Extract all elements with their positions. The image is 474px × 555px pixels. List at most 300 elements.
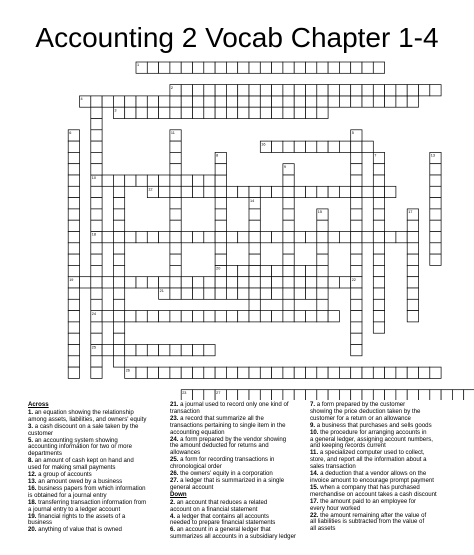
grid-cell[interactable] — [385, 390, 396, 400]
grid-cell[interactable] — [373, 322, 384, 333]
grid-cell[interactable] — [351, 322, 362, 333]
grid-cell[interactable] — [147, 107, 158, 118]
grid-cell[interactable] — [181, 107, 192, 118]
grid-cell[interactable] — [226, 107, 237, 118]
grid-cell[interactable] — [102, 345, 113, 356]
grid-cell[interactable] — [306, 96, 317, 107]
grid-cell[interactable] — [136, 175, 147, 186]
grid-cell[interactable] — [170, 232, 181, 243]
grid-cell[interactable] — [306, 265, 317, 276]
grid-cell[interactable] — [339, 367, 350, 378]
grid-cell[interactable] — [136, 96, 147, 107]
grid-cell[interactable] — [272, 141, 283, 152]
grid-cell[interactable] — [193, 96, 204, 107]
grid-cell[interactable] — [125, 311, 136, 322]
grid-cell[interactable] — [91, 96, 102, 107]
grid-cell[interactable] — [385, 85, 396, 96]
grid-cell[interactable] — [385, 186, 396, 197]
grid-cell[interactable] — [91, 277, 102, 288]
grid-cell[interactable] — [249, 243, 260, 254]
grid-cell[interactable] — [306, 186, 317, 197]
grid-cell[interactable] — [430, 175, 441, 186]
grid-cell[interactable] — [272, 107, 283, 118]
grid-cell[interactable] — [260, 390, 271, 400]
grid-cell[interactable] — [351, 232, 362, 243]
grid-cell[interactable] — [419, 390, 430, 400]
grid-cell[interactable] — [260, 232, 271, 243]
grid-cell[interactable] — [193, 277, 204, 288]
grid-cell[interactable] — [113, 265, 124, 276]
grid-cell[interactable] — [181, 175, 192, 186]
grid-cell[interactable] — [260, 186, 271, 197]
grid-cell[interactable] — [317, 311, 328, 322]
grid-cell[interactable] — [362, 141, 373, 152]
grid-cell[interactable] — [260, 367, 271, 378]
grid-cell[interactable] — [317, 220, 328, 231]
grid-cell[interactable] — [91, 119, 102, 130]
grid-cell[interactable] — [317, 141, 328, 152]
grid-cell[interactable] — [226, 288, 237, 299]
grid-cell[interactable] — [249, 311, 260, 322]
grid-cell[interactable] — [159, 186, 170, 197]
grid-cell[interactable] — [68, 345, 79, 356]
grid-cell[interactable] — [238, 62, 249, 73]
grid-cell[interactable] — [373, 311, 384, 322]
grid-cell[interactable] — [159, 175, 170, 186]
grid-cell[interactable] — [68, 152, 79, 163]
grid-cell[interactable] — [136, 232, 147, 243]
grid-cell[interactable] — [181, 232, 192, 243]
grid-cell[interactable] — [226, 390, 237, 400]
grid-cell[interactable] — [113, 333, 124, 344]
grid-cell[interactable] — [283, 96, 294, 107]
grid-cell[interactable] — [136, 367, 147, 378]
grid-cell[interactable] — [113, 186, 124, 197]
grid-cell[interactable] — [147, 277, 158, 288]
grid-cell[interactable] — [430, 367, 441, 378]
grid-cell[interactable] — [170, 220, 181, 231]
grid-cell[interactable] — [373, 299, 384, 310]
grid-cell[interactable] — [193, 390, 204, 400]
grid-cell[interactable] — [385, 96, 396, 107]
grid-cell[interactable] — [159, 62, 170, 73]
grid-cell[interactable] — [328, 141, 339, 152]
grid-cell[interactable] — [68, 164, 79, 175]
grid-cell[interactable] — [373, 243, 384, 254]
grid-cell[interactable] — [407, 265, 418, 276]
grid-cell[interactable] — [328, 85, 339, 96]
grid-cell[interactable] — [215, 367, 226, 378]
grid-cell[interactable] — [328, 311, 339, 322]
grid-cell[interactable] — [238, 265, 249, 276]
grid-cell[interactable] — [226, 265, 237, 276]
grid-cell[interactable] — [102, 175, 113, 186]
grid-cell[interactable] — [294, 186, 305, 197]
grid-cell[interactable] — [373, 390, 384, 400]
grid-cell[interactable] — [170, 107, 181, 118]
grid-cell[interactable] — [181, 288, 192, 299]
grid-cell[interactable] — [362, 186, 373, 197]
grid-cell[interactable] — [193, 186, 204, 197]
grid-cell[interactable] — [317, 299, 328, 310]
grid-cell[interactable] — [91, 152, 102, 163]
grid-cell[interactable] — [283, 198, 294, 209]
grid-cell[interactable] — [362, 367, 373, 378]
grid-cell[interactable] — [204, 311, 215, 322]
grid-cell[interactable] — [68, 311, 79, 322]
grid-cell[interactable] — [215, 85, 226, 96]
grid-cell[interactable] — [419, 367, 430, 378]
grid-cell[interactable] — [306, 288, 317, 299]
grid-cell[interactable] — [136, 345, 147, 356]
grid-cell[interactable] — [283, 390, 294, 400]
grid-cell[interactable] — [430, 164, 441, 175]
grid-cell[interactable] — [113, 96, 124, 107]
grid-cell[interactable] — [193, 367, 204, 378]
grid-cell[interactable] — [407, 96, 418, 107]
grid-cell[interactable] — [68, 254, 79, 265]
grid-cell[interactable] — [226, 62, 237, 73]
grid-cell[interactable] — [204, 175, 215, 186]
grid-cell[interactable] — [102, 232, 113, 243]
grid-cell[interactable] — [317, 265, 328, 276]
grid-cell[interactable] — [159, 345, 170, 356]
grid-cell[interactable] — [91, 333, 102, 344]
grid-cell[interactable] — [272, 265, 283, 276]
grid-cell[interactable] — [396, 390, 407, 400]
grid-cell[interactable] — [204, 390, 215, 400]
grid-cell[interactable] — [362, 232, 373, 243]
grid-cell[interactable] — [306, 85, 317, 96]
grid-cell[interactable] — [113, 277, 124, 288]
grid-cell[interactable] — [68, 175, 79, 186]
grid-cell[interactable] — [91, 164, 102, 175]
grid-cell[interactable] — [136, 107, 147, 118]
grid-cell[interactable] — [317, 96, 328, 107]
grid-cell[interactable] — [328, 96, 339, 107]
grid-cell[interactable] — [373, 265, 384, 276]
grid-cell[interactable] — [68, 141, 79, 152]
grid-cell[interactable] — [351, 367, 362, 378]
grid-cell[interactable] — [283, 277, 294, 288]
grid-cell[interactable] — [238, 107, 249, 118]
grid-cell[interactable] — [226, 85, 237, 96]
grid-cell[interactable] — [215, 186, 226, 197]
grid-cell[interactable] — [317, 85, 328, 96]
grid-cell[interactable] — [238, 390, 249, 400]
grid-cell[interactable] — [136, 277, 147, 288]
grid-cell[interactable] — [373, 175, 384, 186]
grid-cell[interactable] — [373, 209, 384, 220]
grid-cell[interactable] — [283, 85, 294, 96]
grid-cell[interactable] — [193, 175, 204, 186]
grid-cell[interactable] — [193, 288, 204, 299]
grid-cell[interactable] — [294, 265, 305, 276]
grid-cell[interactable] — [339, 141, 350, 152]
grid-cell[interactable] — [306, 62, 317, 73]
grid-cell[interactable] — [215, 243, 226, 254]
grid-cell[interactable] — [238, 232, 249, 243]
grid-cell[interactable] — [294, 96, 305, 107]
grid-cell[interactable] — [249, 62, 260, 73]
grid-cell[interactable] — [226, 367, 237, 378]
grid-cell[interactable] — [204, 277, 215, 288]
grid-cell[interactable] — [272, 367, 283, 378]
grid-cell[interactable] — [373, 254, 384, 265]
grid-cell[interactable] — [170, 96, 181, 107]
grid-cell[interactable] — [294, 277, 305, 288]
grid-cell[interactable] — [238, 186, 249, 197]
grid-cell[interactable] — [317, 232, 328, 243]
grid-cell[interactable] — [283, 288, 294, 299]
grid-cell[interactable] — [283, 232, 294, 243]
grid-cell[interactable] — [204, 186, 215, 197]
grid-cell[interactable] — [294, 141, 305, 152]
grid-cell[interactable] — [193, 85, 204, 96]
grid-cell[interactable] — [215, 164, 226, 175]
grid-cell[interactable] — [91, 220, 102, 231]
grid-cell[interactable] — [362, 96, 373, 107]
grid-cell[interactable] — [339, 96, 350, 107]
grid-cell[interactable] — [249, 209, 260, 220]
grid-cell[interactable] — [328, 232, 339, 243]
grid-cell[interactable] — [306, 311, 317, 322]
grid-cell[interactable] — [272, 85, 283, 96]
grid-cell[interactable] — [407, 311, 418, 322]
grid-cell[interactable] — [283, 62, 294, 73]
grid-cell[interactable] — [170, 277, 181, 288]
grid-cell[interactable] — [339, 232, 350, 243]
grid-cell[interactable] — [204, 96, 215, 107]
grid-cell[interactable] — [215, 288, 226, 299]
grid-cell[interactable] — [283, 186, 294, 197]
grid-cell[interactable] — [249, 232, 260, 243]
grid-cell[interactable] — [249, 96, 260, 107]
grid-cell[interactable] — [430, 232, 441, 243]
grid-cell[interactable] — [351, 288, 362, 299]
grid-cell[interactable] — [147, 62, 158, 73]
grid-cell[interactable] — [249, 367, 260, 378]
grid-cell[interactable] — [68, 243, 79, 254]
grid-cell[interactable] — [204, 232, 215, 243]
grid-cell[interactable] — [283, 254, 294, 265]
grid-cell[interactable] — [215, 254, 226, 265]
grid-cell[interactable] — [226, 311, 237, 322]
grid-cell[interactable] — [249, 85, 260, 96]
grid-cell[interactable] — [193, 232, 204, 243]
grid-cell[interactable] — [328, 390, 339, 400]
grid-cell[interactable] — [68, 288, 79, 299]
grid-cell[interactable] — [170, 288, 181, 299]
grid-cell[interactable] — [181, 62, 192, 73]
grid-cell[interactable] — [91, 367, 102, 378]
grid-cell[interactable] — [294, 107, 305, 118]
grid-cell[interactable] — [159, 232, 170, 243]
grid-cell[interactable] — [204, 345, 215, 356]
grid-cell[interactable] — [204, 107, 215, 118]
grid-cell[interactable] — [204, 288, 215, 299]
grid-cell[interactable] — [407, 85, 418, 96]
grid-cell[interactable] — [215, 62, 226, 73]
grid-cell[interactable] — [249, 288, 260, 299]
grid-cell[interactable] — [283, 209, 294, 220]
grid-cell[interactable] — [193, 107, 204, 118]
grid-cell[interactable] — [170, 311, 181, 322]
grid-cell[interactable] — [272, 96, 283, 107]
grid-cell[interactable] — [407, 232, 418, 243]
grid-cell[interactable] — [215, 311, 226, 322]
grid-cell[interactable] — [362, 390, 373, 400]
grid-cell[interactable] — [170, 198, 181, 209]
grid-cell[interactable] — [396, 232, 407, 243]
grid-cell[interactable] — [317, 186, 328, 197]
grid-cell[interactable] — [373, 96, 384, 107]
grid-cell[interactable] — [68, 198, 79, 209]
grid-cell[interactable] — [441, 390, 452, 400]
grid-cell[interactable] — [249, 107, 260, 118]
grid-cell[interactable] — [317, 243, 328, 254]
grid-cell[interactable] — [193, 62, 204, 73]
grid-cell[interactable] — [351, 186, 362, 197]
grid-cell[interactable] — [68, 209, 79, 220]
grid-cell[interactable] — [249, 390, 260, 400]
grid-cell[interactable] — [159, 96, 170, 107]
grid-cell[interactable] — [102, 96, 113, 107]
grid-cell[interactable] — [351, 209, 362, 220]
grid-cell[interactable] — [125, 175, 136, 186]
grid-cell[interactable] — [294, 232, 305, 243]
grid-cell[interactable] — [159, 367, 170, 378]
grid-cell[interactable] — [283, 311, 294, 322]
grid-cell[interactable] — [407, 288, 418, 299]
grid-cell[interactable] — [272, 62, 283, 73]
grid-cell[interactable] — [351, 390, 362, 400]
grid-cell[interactable] — [294, 367, 305, 378]
grid-cell[interactable] — [215, 232, 226, 243]
grid-cell[interactable] — [339, 390, 350, 400]
grid-cell[interactable] — [215, 198, 226, 209]
grid-cell[interactable] — [283, 175, 294, 186]
grid-cell[interactable] — [351, 333, 362, 344]
grid-cell[interactable] — [68, 356, 79, 367]
grid-cell[interactable] — [317, 107, 328, 118]
grid-cell[interactable] — [306, 107, 317, 118]
grid-cell[interactable] — [181, 186, 192, 197]
grid-cell[interactable] — [181, 96, 192, 107]
grid-cell[interactable] — [170, 186, 181, 197]
grid-cell[interactable] — [317, 254, 328, 265]
grid-cell[interactable] — [407, 220, 418, 231]
grid-cell[interactable] — [147, 232, 158, 243]
grid-cell[interactable] — [351, 299, 362, 310]
grid-cell[interactable] — [260, 288, 271, 299]
grid-cell[interactable] — [113, 243, 124, 254]
grid-cell[interactable] — [351, 345, 362, 356]
grid-cell[interactable] — [317, 367, 328, 378]
grid-cell[interactable] — [170, 367, 181, 378]
grid-cell[interactable] — [283, 220, 294, 231]
grid-cell[interactable] — [339, 85, 350, 96]
grid-cell[interactable] — [238, 288, 249, 299]
grid-cell[interactable] — [159, 277, 170, 288]
grid-cell[interactable] — [328, 186, 339, 197]
grid-cell[interactable] — [407, 367, 418, 378]
grid-cell[interactable] — [419, 85, 430, 96]
grid-cell[interactable] — [147, 311, 158, 322]
grid-cell[interactable] — [113, 220, 124, 231]
grid-cell[interactable] — [91, 299, 102, 310]
grid-cell[interactable] — [373, 164, 384, 175]
grid-cell[interactable] — [351, 198, 362, 209]
grid-cell[interactable] — [362, 85, 373, 96]
grid-cell[interactable] — [464, 390, 474, 400]
grid-cell[interactable] — [317, 390, 328, 400]
grid-cell[interactable] — [91, 243, 102, 254]
grid-cell[interactable] — [181, 277, 192, 288]
grid-cell[interactable] — [249, 265, 260, 276]
grid-cell[interactable] — [204, 62, 215, 73]
grid-cell[interactable] — [170, 243, 181, 254]
grid-cell[interactable] — [68, 367, 79, 378]
grid-cell[interactable] — [430, 186, 441, 197]
grid-cell[interactable] — [373, 198, 384, 209]
grid-cell[interactable] — [68, 220, 79, 231]
grid-cell[interactable] — [430, 390, 441, 400]
grid-cell[interactable] — [91, 130, 102, 141]
grid-cell[interactable] — [91, 254, 102, 265]
grid-cell[interactable] — [272, 277, 283, 288]
grid-cell[interactable] — [328, 367, 339, 378]
grid-cell[interactable] — [283, 243, 294, 254]
grid-cell[interactable] — [226, 232, 237, 243]
grid-cell[interactable] — [113, 311, 124, 322]
grid-cell[interactable] — [351, 141, 362, 152]
grid-cell[interactable] — [306, 277, 317, 288]
grid-cell[interactable] — [68, 265, 79, 276]
grid-cell[interactable] — [373, 220, 384, 231]
grid-cell[interactable] — [294, 288, 305, 299]
grid-cell[interactable] — [249, 277, 260, 288]
grid-cell[interactable] — [113, 232, 124, 243]
grid-cell[interactable] — [136, 311, 147, 322]
grid-cell[interactable] — [294, 62, 305, 73]
grid-cell[interactable] — [193, 345, 204, 356]
grid-cell[interactable] — [80, 277, 91, 288]
grid-cell[interactable] — [215, 209, 226, 220]
grid-cell[interactable] — [430, 243, 441, 254]
grid-cell[interactable] — [373, 232, 384, 243]
grid-cell[interactable] — [226, 96, 237, 107]
grid-cell[interactable] — [430, 209, 441, 220]
grid-cell[interactable] — [317, 62, 328, 73]
grid-cell[interactable] — [215, 277, 226, 288]
grid-cell[interactable] — [260, 265, 271, 276]
grid-cell[interactable] — [125, 107, 136, 118]
grid-cell[interactable] — [317, 288, 328, 299]
grid-cell[interactable] — [283, 367, 294, 378]
grid-cell[interactable] — [170, 209, 181, 220]
grid-cell[interactable] — [407, 277, 418, 288]
grid-cell[interactable] — [407, 254, 418, 265]
grid-cell[interactable] — [339, 62, 350, 73]
grid-cell[interactable] — [351, 164, 362, 175]
grid-cell[interactable] — [430, 198, 441, 209]
grid-cell[interactable] — [238, 96, 249, 107]
grid-cell[interactable] — [170, 345, 181, 356]
grid-cell[interactable] — [125, 277, 136, 288]
grid-cell[interactable] — [238, 367, 249, 378]
grid-cell[interactable] — [260, 107, 271, 118]
